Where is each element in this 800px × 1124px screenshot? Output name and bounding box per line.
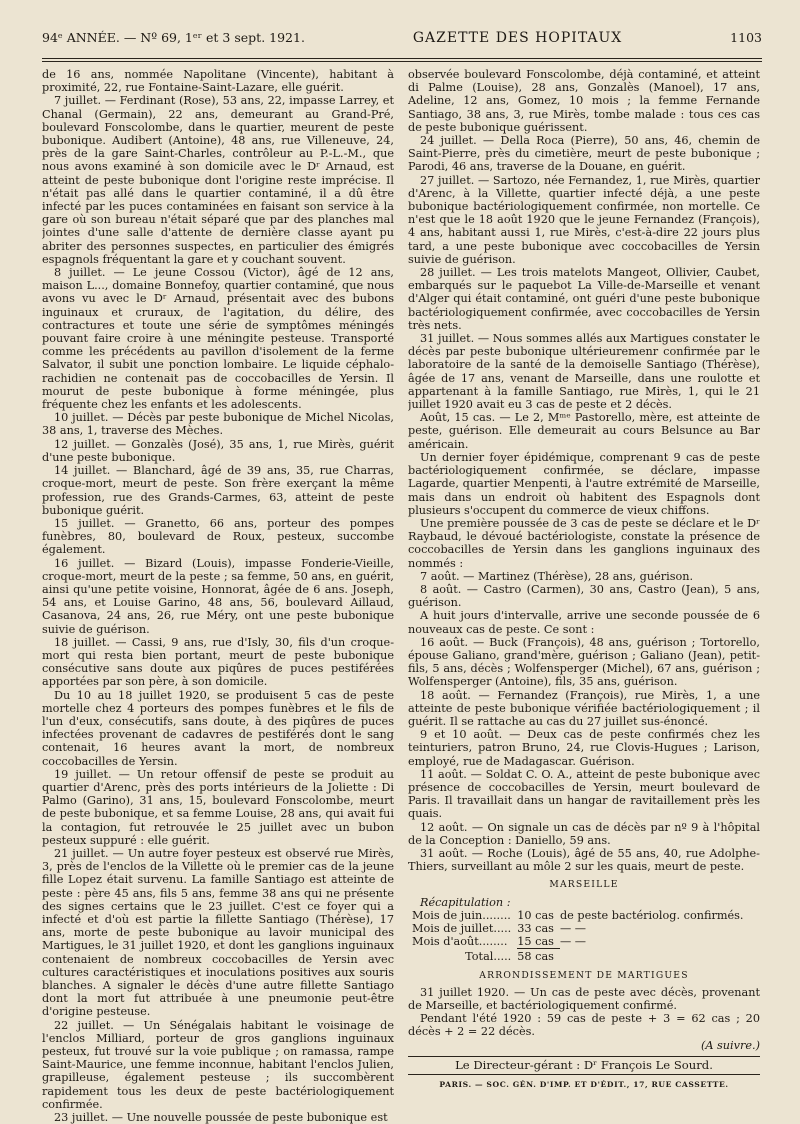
martigues-paragraph: 31 juillet 1920. — Un cas de peste avec décès, provenant de Marseille, et bactériologiquement confirmé. [408, 985, 760, 1013]
article-paragraph: 11 août. — Soldat C. O. A., atteint de peste bubonique avec présence de coccobacilles de Yersin, meurt boulevard de Paris. Il travaillait dans un hangar de ravitaillement près les quais. [408, 767, 760, 821]
recap-row [412, 909, 750, 922]
recap-row [412, 922, 750, 935]
article-paragraph: 8 août. — Castro (Carmen), 30 ans, Castro (Jean), 5 ans, guérison. [408, 582, 760, 610]
article-paragraph: observée boulevard Fonscolombe, déjà contaminé, et atteint di Palme (Louise), 28 ans, Gonzalès (Manoel), 17 ans, Adeline, 12 ans, Gomez, 10 mois ; la femme Fernande Santiago, 38 ans, 3, rue Mirès, tombe malade : tous ces cas de peste bubonique guérissent. [408, 68, 760, 134]
running-header [42, 30, 762, 56]
article-paragraph: A huit jours d'intervalle, arrive une seconde poussée de 6 nouveaux cas de peste. Ce sont : [408, 609, 760, 636]
journal-title: GAZETTE DES HOPITAUX [412, 30, 623, 46]
recap-total-row [412, 949, 750, 964]
recap-table [412, 909, 750, 964]
article-paragraph: 16 juillet. — Bizard (Louis), impasse Fonderie-Vieille, croque-mort, meurt de la peste ; sa femme, 50 ans, en guérit, ainsi qu'une petite voisine, Honnorat, âgée de 6 ans. Joseph, 54 ans, et Louise Garino, 48 ans, 56, boulevard Aillaud, Casanova, 24 ans, 26, rue Méry, ont une peste bubonique suivie de guérison. [42, 556, 394, 636]
recap-label: Mois de juillet..... [412, 922, 512, 935]
article-paragraph: 16 août. — Buck (François), 48 ans, guérison ; Tortorello, épouse Galiano, grand'mère, guérison ; Galiano (Jean), petit-fils, 5 ans, décès ; Wolfensperger (Michel), 67 ans, guérison ; Wolfensperger (Antoine), fils, 35 ans, guérison. [408, 635, 760, 689]
article-paragraph: 31 août. — Roche (Louis), âgé de 55 ans, 40, rue Adolphe-Thiers, surveillant au môle 2 sur les quais, meurt de peste. [408, 846, 760, 874]
article-paragraph: Un dernier foyer épidémique, comprenant 9 cas de peste bactériologiquement confirmée, se déclare, impasse Lagarde, quartier Menpenti, à l'autre extrémité de Marseille, mais dans un endroit où habitent des Espagnols dont plusieurs s'occupent du commerce de vieux chiffons. [408, 450, 760, 517]
martigues-paragraph: Pendant l'été 1920 : 59 cas de peste + 3 = 62 cas ; 20 décès + 2 = 22 décès. [408, 1012, 760, 1039]
imprint-line: PARIS. — SOC. GÉN. D'IMP. ET D'ÉDIT., 17, RUE CASSETTE. [408, 1074, 760, 1091]
article-paragraph: Du 10 au 18 juillet 1920, se produisent 5 cas de peste mortelle chez 4 porteurs des pompes funèbres et le fils de l'un d'eux, consécutifs, sans doute, à des piqûres de puces infectées provenant de cadavres de pestiférés dont le sang contenait, 16 heures avant la mort, de nombreux coccobacilles de Yersin. [42, 688, 394, 768]
article-paragraph: 14 juillet. — Blanchard, âgé de 39 ans, 35, rue Charras, croque-mort, meurt de peste. Son frère exerçant la même profession, rue des Grands-Carmes, 63, atteint de peste bubonique guérit. [42, 464, 394, 517]
article-paragraph: 19 juillet. — Un retour offensif de peste se produit au quartier d'Arenc, près des ports intérieurs de la Joliette : Di Palmo (Garino), 31 ans, 15, boulevard Fonscolombe, meurt de peste bubonique, et sa femme Louise, 28 ans, qui avait fui la contagion, fut retrouvée le 25 juillet avec un bubon pesteux suppuré : elle guérit. [42, 767, 394, 847]
article-paragraph: 7 août. — Martinez (Thérèse), 28 ans, guérison. [420, 569, 694, 583]
recap-text: de peste bactériolog. confirmés. [559, 908, 744, 922]
article-columns [42, 68, 762, 1124]
page-number: 1103 [730, 30, 762, 45]
right-column-text [408, 68, 760, 873]
recap-total-count: 58 cas [517, 949, 560, 964]
recap-label: Mois de juin........ [412, 908, 511, 922]
article-paragraph: 18 août. — Fernandez (François), rue Mirès, 1, a une atteinte de peste bubonique vérifiée bactériologiquement ; il guérit. Il se rattache au cas du 27 juillet sus-énoncé. [408, 688, 760, 728]
recap-label: Mois d'août........ [412, 935, 508, 949]
article-paragraph: 10 juillet. — Décès par peste bubonique de Michel Nicolas, 38 ans, 1, traverse des Mèches. [42, 411, 394, 438]
recap-count: 10 cas [517, 908, 554, 922]
article-paragraph: 12 juillet. — Gonzalès (José), 35 ans, 1, rue Mirès, guérit d'une peste bubonique. [42, 437, 394, 464]
recap-text: — — [559, 935, 587, 949]
article-paragraph: Août, 15 cas. — Le 2, Mᵐᵉ Pastorello, mère, est atteinte de peste, guérison. Elle demeurait au cours Belsunce au Bar américain. [408, 411, 760, 451]
left-column [42, 68, 394, 1124]
article-paragraph: 8 juillet. — Le jeune Cossou (Victor), âgé de 12 ans, maison L..., domaine Bonnefoy, quartier contaminé, que nous avons vu avec le Dʳ Arnaud, présentait avec des bubons inguinaux et cruraux, de l'agitation, du délire, des contractures et toute une série de symptômes méningés pouvant faire croire à une méningite pesteuse. Transporté comme les précédents au pavillon d'isolement de la ferme Salvator, il subit une ponction lombaire. Le liquide céphalo-rachidien ne contenait pas de coccobacilles de Yersin. Il mourut de peste bubonique à forme méningée, plus fréquente chez les enfants et les adolescents. [42, 266, 394, 412]
recap-row [412, 935, 750, 949]
recap-total-label: Total..... [465, 950, 512, 964]
director-line: Le Directeur-gérant : Dʳ François Le Sourd. [455, 1057, 713, 1072]
article-paragraph: 18 juillet. — Cassi, 9 ans, rue d'Isly, 30, fils d'un croque-mort qui resta bien portant, meurt de peste bubonique consécutive sans doute aux piqûres de puces pestiférées apportées par son père, à son domicile. [42, 635, 394, 689]
footer-rule [408, 1056, 760, 1057]
article-paragraph: 27 juillet. — Sartozo, née Fernandez, 1, rue Mirès, quartier d'Arenc, à la Villette, quartier infecté déjà, a une peste bubonique bactériologiquement confirmée, non mortelle. Ce n'est que le 18 août 1920 que le jeune Fernandez (François), 4 ans, habitant aussi 1, rue Mirès, c'est-à-dire 22 jours plus tard, a une peste bubonique avec coccobacilles de Yersin suivie de guérison. [408, 173, 760, 266]
recap-count: 15 cas [517, 935, 554, 949]
recap-title: Récapitulation : [420, 895, 511, 909]
article-paragraph: 7 juillet. — Ferdinant (Rose), 53 ans, 22, impasse Larrey, et Chanal (Germain), 22 ans, demeurant au Grand-Pré, boulevard Fonscolombe, dans le quartier, meurent de peste bubonique. Audibert (Antoine), 48 ans, rue Villeneuve, 24, près de la gare Saint-Charles, contrôleur au P.-L.-M., que nous avons examiné à son domicile avec le Dʳ Arnaud, est atteint de peste bubonique dont l'origine reste imprécise. Il n'était pas allé dans le quartier contaminé, il a dû être infecté par les puces contaminées en faisant son service à la gare où son bureau n'était séparé que par des planches mal jointes d'une salle d'attente de dernière classe ayant pu abriter des personnes suspectes, en particulier des émigrés espagnols fréquentant la gare et y couchant souvent. [42, 94, 394, 266]
article-paragraph: Une première poussée de 3 cas de peste se déclare et le Dʳ Raybaud, le dévoué bactériologiste, constate la présence de coccobacilles de Yersin dans les ganglions inguinaux des nommés : [408, 516, 760, 570]
issue-info: 94ᵉ ANNÉE. — Nº 69, 1ᵉʳ et 3 sept. 1921. [42, 30, 305, 45]
header-rule [42, 58, 762, 62]
article-paragraph: 22 juillet. — Un Sénégalais habitant le voisinage de l'enclos Milliard, porteur de gros ganglions inguinaux pesteux, fut trouvé sur la voie publique ; on ramassa, rampe Saint-Maurice, une femme inconnue, habitant l'enclos Julien, grapilleuse, également pesteuse ; ils succombèrent rapidement tous les deux de peste bactériologiquement confirmée. [42, 1018, 394, 1111]
article-paragraph: 31 juillet. — Nous sommes allés aux Martigues constater le décès par peste bubonique ultérieuremenr confirmée par le laboratoire de la santé de la demoiselle Santiago (Thérèse), âgée de 17 ans, venant de Marseille, dans une roulotte et appartenant à la famille Santiago, rue Mirès, 1, qui le 21 juillet 1920 avait eu 3 cas de peste et 2 décès. [408, 332, 760, 412]
recap-text: — — [559, 922, 587, 935]
article-paragraph: 12 août. — On signale un cas de décès par nº 9 à l'hôpital de la Conception : Daniello, 59 ans. [408, 820, 760, 847]
article-paragraph: 28 juillet. — Les trois matelots Mangeot, Ollivier, Caubet, embarqués sur le paquebot La Ville-de-Marseille et venant d'Alger qui était contaminé, ont guéri d'une peste bubonique bactériologiquement confirmée, avec coccobacilles de Yersin très nets. [408, 266, 760, 332]
recap-count: 33 cas [517, 922, 554, 935]
marseille-heading: MARSEILLE [549, 879, 619, 891]
to-be-continued: (A suivre.) [700, 1038, 760, 1052]
article-paragraph: 21 juillet. — Un autre foyer pesteux est observé rue Mirès, 3, près de l'enclos de la Villette où le premier cas de la jeune fille Lopez était survenu. La famille Santiago est atteinte de peste : père 45 ans, fils 5 ans, femme 38 ans qui ne présente des signes certains que le 23 juillet. C'est ce foyer qui a infecté et d'où est partie la fillette Santiago (Thérèse), 17 ans, morte de peste bubonique au lavoir municipal des Martigues, le 31 juillet 1920, et dont les ganglions inguinaux contenaient de nombreux coccobacilles de Yersin avec cultures caractéristiques et inoculations positives aux souris blanches. A signaler le décès d'une autre fillette Santiago dont la mort fut attribuée à une pneumonie peut-être d'origine pesteuse. [42, 846, 394, 1019]
article-paragraph: 23 juillet. — Une nouvelle poussée de peste bubonique est [54, 1111, 388, 1124]
article-paragraph: 9 et 10 août. — Deux cas de peste confirmés chez les teinturiers, patron Bruno, 24, rue Clovis-Hugues ; Larison, employé, rue de Madagascar. Guérison. [408, 728, 760, 768]
article-paragraph: 15 juillet. — Granetto, 66 ans, porteur des pompes funèbres, 80, boulevard de Roux, pesteux, succombe également. [42, 516, 394, 557]
right-column [408, 68, 760, 1124]
article-paragraph: de 16 ans, nommée Napolitane (Vincente), habitant à proximité, 22, rue Fontaine-Saint-Lazare, elle guérit. [42, 68, 394, 95]
martigues-heading: ARRONDISSEMENT DE MARTIGUES [479, 969, 689, 981]
article-paragraph: 24 juillet. — Della Roca (Pierre), 50 ans, 46, chemin de Saint-Pierre, près du cimetière, meurt de peste bubonique ; Parodi, 46 ans, traverse de la Douane, en guérit. [408, 134, 760, 174]
